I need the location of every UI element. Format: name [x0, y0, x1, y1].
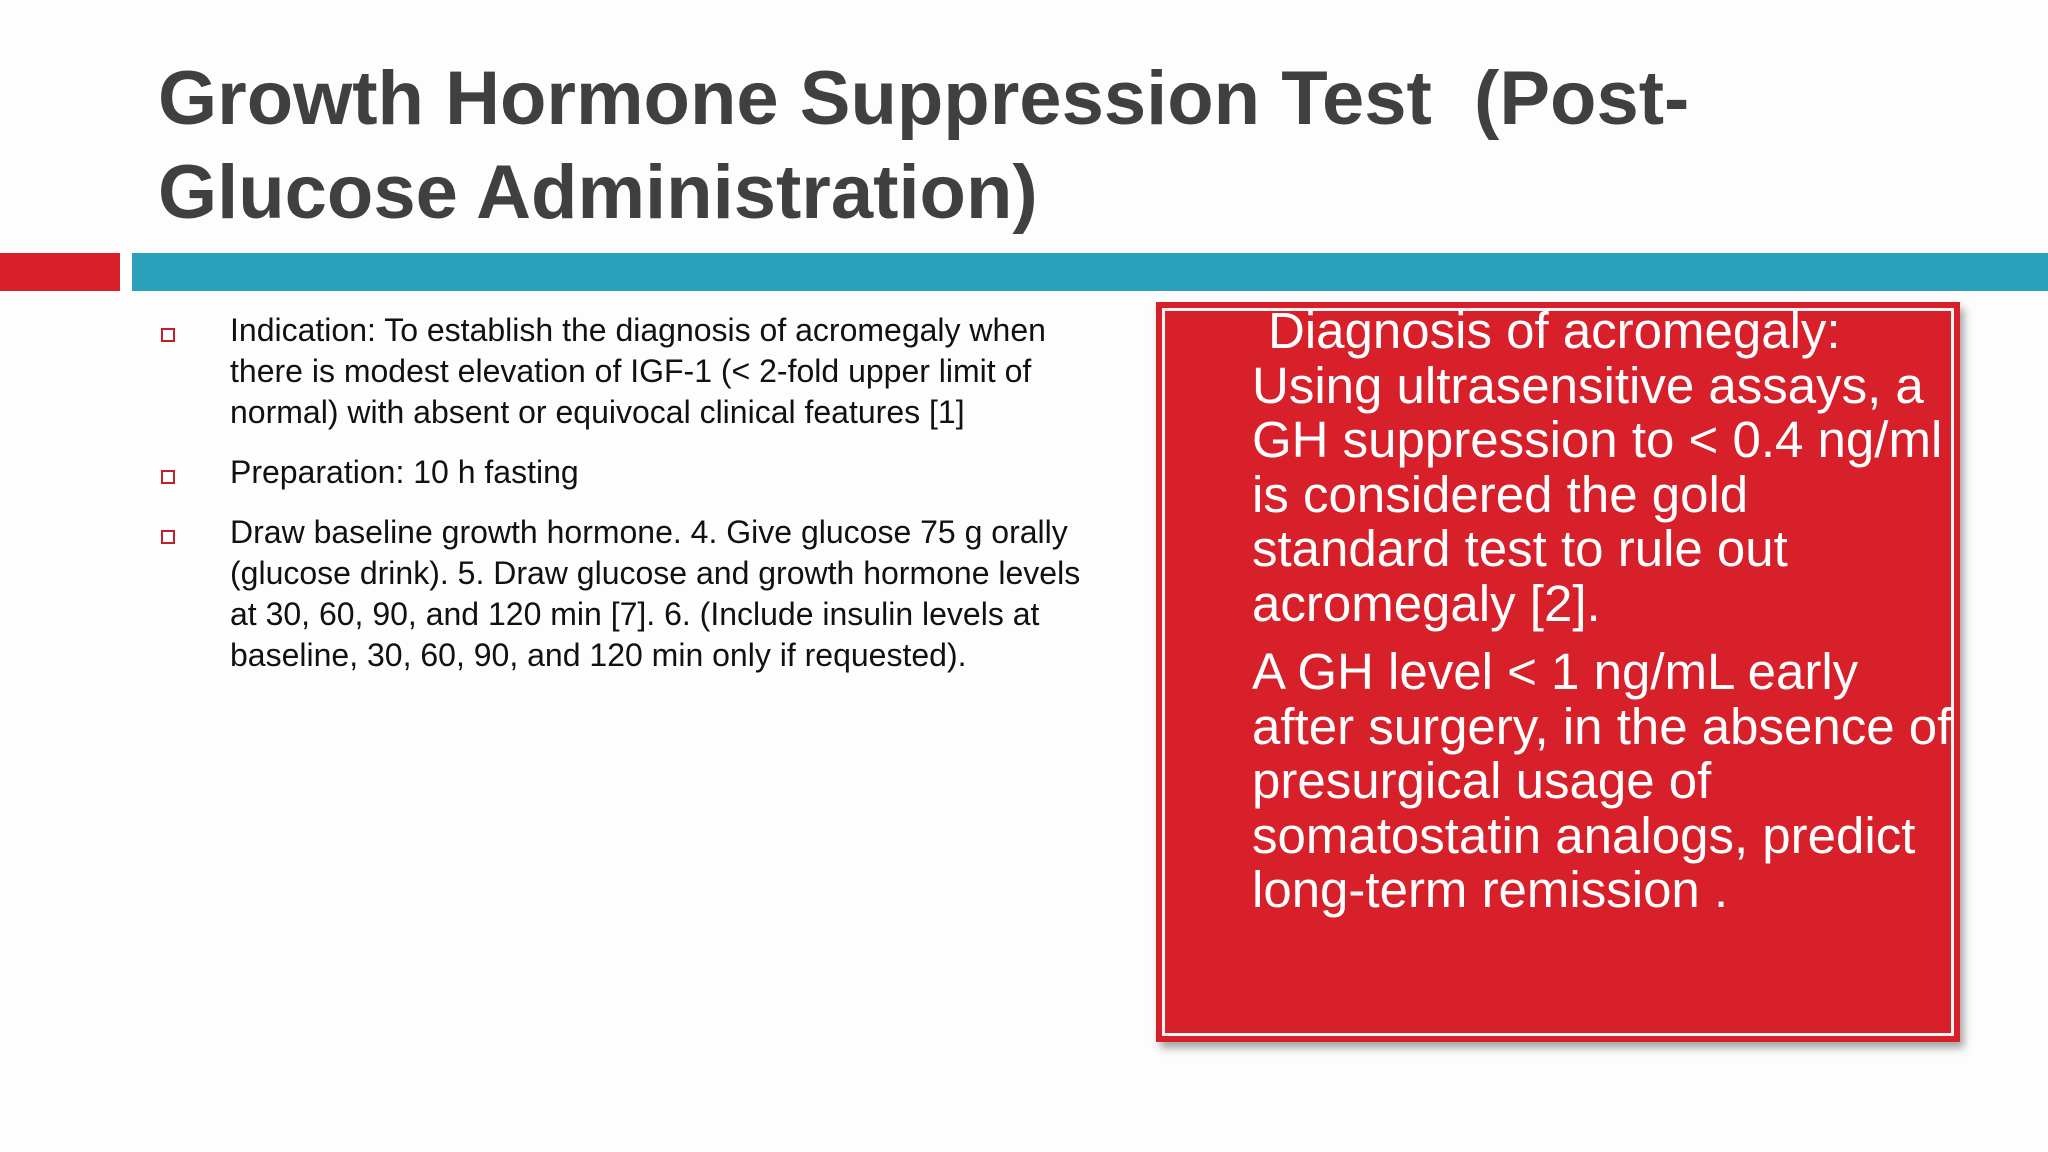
callout-paragraph-diagnosis: Diagnosis of acromegaly: Using ultrasensitive assays, a GH suppression to < 0.4 ng/ml is considered the gold standard test to rule out acromegaly [2].: [1252, 302, 1943, 632]
bullet-item-indication: [160, 310, 1090, 433]
callout-paragraph-remission: A GH level < 1 ng/mL early after surgery, in the absence of presurgical usage of somatostatin analogs, predict long-term remission .: [1252, 643, 1952, 918]
accent-bar-red: [0, 253, 120, 291]
bullet-text: Preparation: 10 h fasting: [230, 454, 579, 490]
square-bullet-icon: [161, 470, 175, 484]
square-bullet-icon: [161, 530, 175, 544]
square-bullet-icon: [161, 328, 175, 342]
bullet-text: Draw baseline growth hormone. 4. Give glucose 75 g orally (glucose drink). 5. Draw glucose and growth hormone levels at 30, 60, 90, and 120 min [7]. 6. (Include insulin levels at baseline, 30, 60, 90, and 120 min only if requested).: [230, 514, 1081, 673]
bullet-item-procedure: [160, 512, 1090, 676]
bullet-text: Indication: To establish the diagnosis of acromegaly when there is modest elevation of IGF-1 (< 2-fold upper limit of normal) with absent or equivocal clinical features [1]: [230, 312, 1046, 430]
callout-text: [1252, 304, 1952, 932]
slide-title: Growth Hormone Suppression Test (Post- Glucose Administration): [158, 56, 1690, 235]
bullet-list: [160, 310, 1090, 695]
callout-box: [1156, 302, 1960, 1042]
bullet-item-preparation: [160, 452, 1090, 493]
accent-bar-teal: [132, 253, 2048, 291]
